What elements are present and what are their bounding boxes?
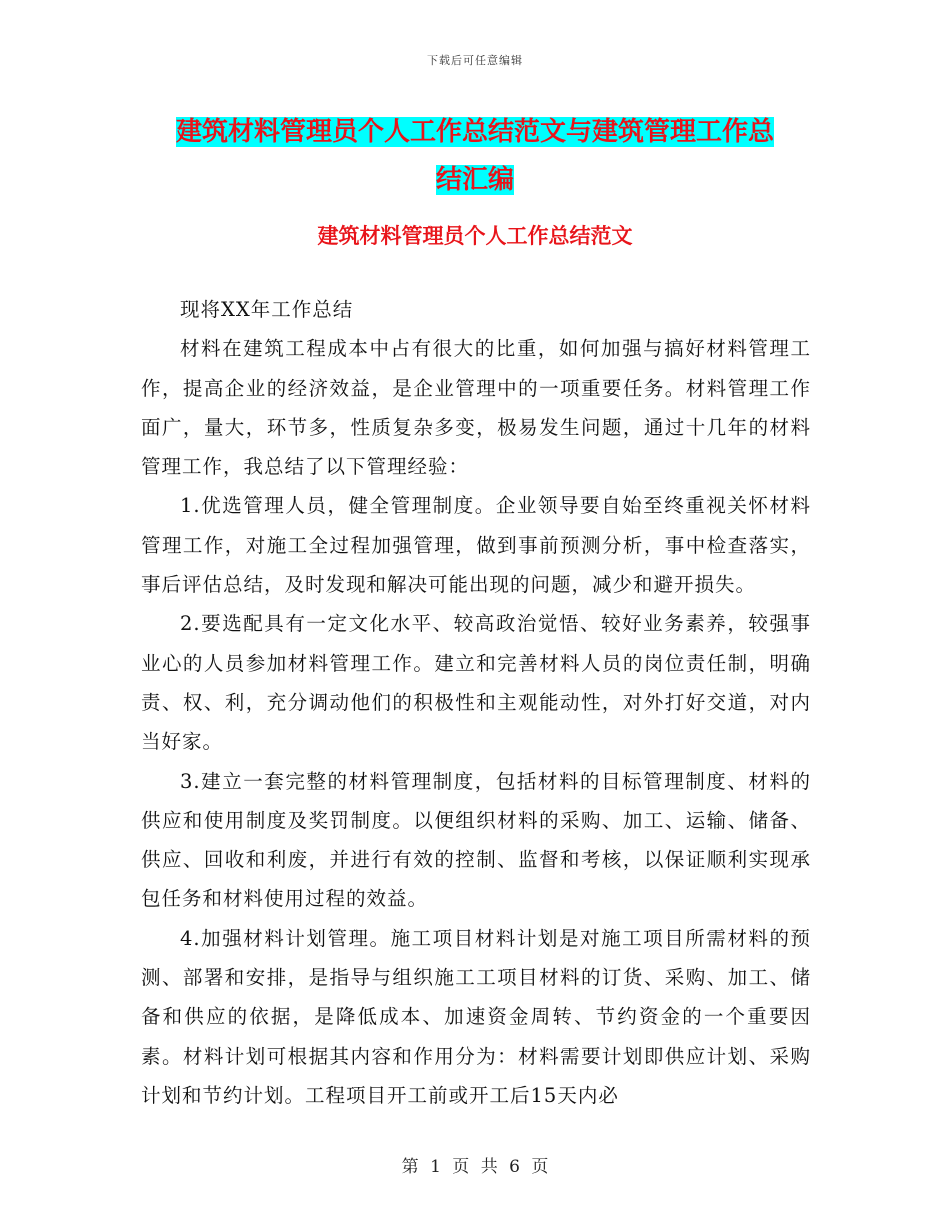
paragraph-overview: 材料在建筑工程成本中占有很大的比重，如何加强与搞好材料管理工作，提高企业的经济效益，是企业管理中的一项重要任务。材料管理工作面广，量大，环节多，性质复杂多变，极易发生问题，通过十几年的材料管理工作，我总结了以下管理经验： [141,337,811,479]
section-title: 建筑材料管理员个人工作总结范文 [317,223,633,248]
document-title-line-2: 结汇编 [435,165,514,195]
page-number: 第 1 页 共 6 页 [401,1157,549,1177]
paragraph-item-3: 3.建立一套完整的材料管理制度，包括材料的目标管理制度、材料的供应和使用制度及奖罚制度。以便组织材料的采购、加工、运输、储备、供应、回收和利废，并进行有效的控制、监督和考核，以保证顺利实现承包任务和材料使用过程的效益。 [141,769,811,911]
paragraph-item-2: 2.要选配具有一定文化水平、较高政治觉悟、较好业务素养，较强事业心的人员参加材料管理工作。建立和完善材料人员的岗位责任制，明确责、权、利，充分调动他们的积极性和主观能动性，对外打好交道，对内当好家。 [141,612,811,754]
document-title-line-1: 建筑材料管理员个人工作总结范文与建筑管理工作总 [175,117,774,147]
document-title [140,108,810,204]
paragraph-item-4: 4.加强材料计划管理。施工项目材料计划是对施工项目所需材料的预测、部署和安排，是指导与组织施工工项目材料的订货、采购、加工、储备和供应的依据，是降低成本、加速资金周转、节约资金的一个重要因素。材料计划可根据其内容和作用分为：材料需要计划即供应计划、采购计划和节约计划。工程项目开工前或开工后15天内必 [141,926,811,1107]
document-body [141,290,811,1115]
header-note: 下载后可任意编辑 [427,54,523,67]
paragraph-item-1: 1.优选管理人员，健全管理制度。企业领导要自始至终重视关怀材料管理工作，对施工全过程加强管理，做到事前预测分析，事中检查落实，事后评估总结，及时发现和解决可能出现的问题，减少和避开损失。 [141,494,811,597]
paragraph-intro: 现将XX年工作总结 [180,298,354,321]
